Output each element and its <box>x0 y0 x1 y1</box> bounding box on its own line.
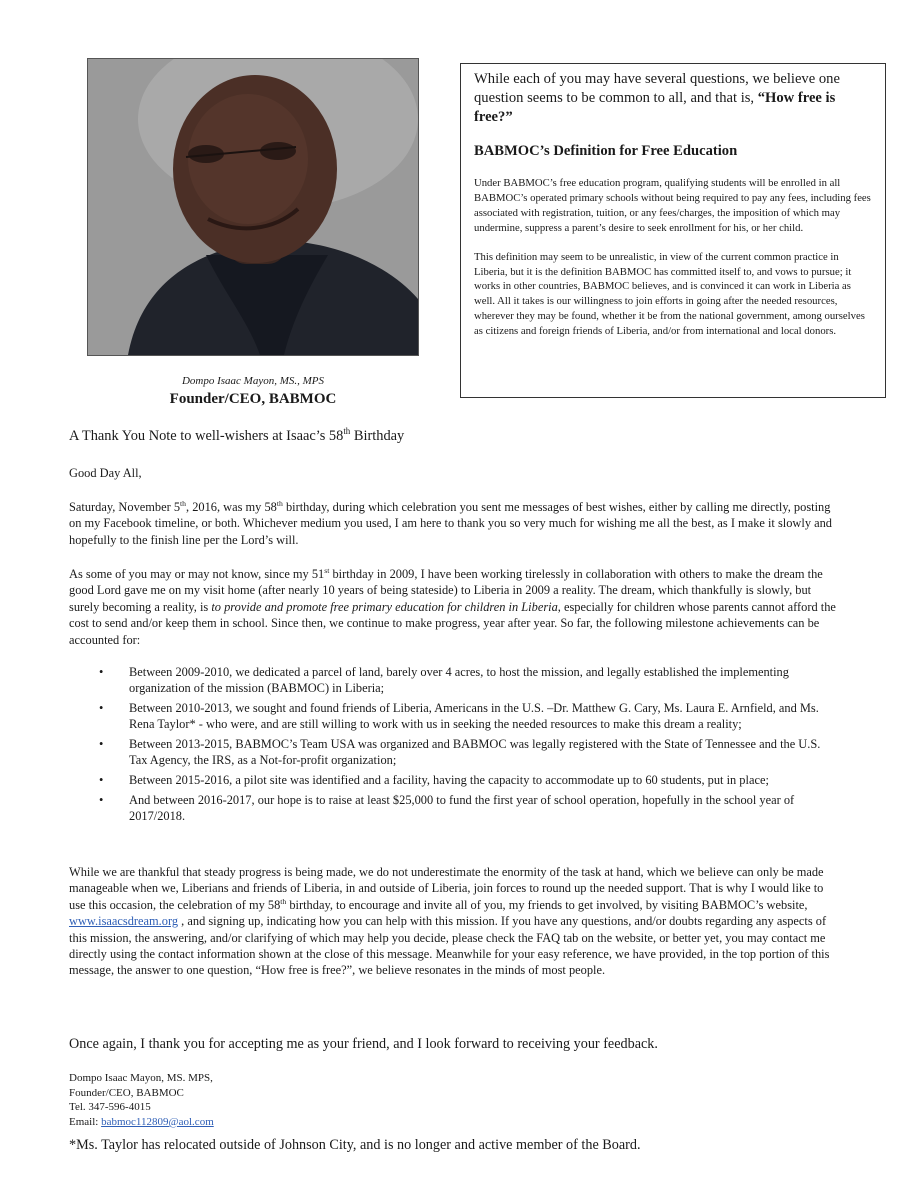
box-heading: BABMOC’s Definition for Free Education <box>474 143 738 159</box>
footnote: *Ms. Taylor has relocated outside of Johnson City, and is no longer and active member of the Board. <box>69 1137 641 1153</box>
signature-role: Founder/CEO, BABMOC <box>69 1086 184 1099</box>
closing: Once again, I thank you for accepting me as your friend, and I look forward to receiving your feedback. <box>69 1036 658 1052</box>
website-link[interactable]: www.isaacsdream.org <box>69 914 179 929</box>
portrait-illustration <box>88 59 418 355</box>
box-intro: While each of you may have several questions, we believe one question seems to be common to all, and that is, “How free is free?” <box>474 71 840 125</box>
paragraph-1: Saturday, November 5th, 2016, was my 58th birthday, during which celebration you sent me messages of best wishes, either by calling me directly, posting on my Facebook timeline, or both. Whichever medium you used, I am here to thank you so very much for wishing me all the best, as I make it slowly and hopefully to the finish line per the Lord’s will. <box>69 498 833 547</box>
paragraph-2: As some of you may or may not know, since my 51st birthday in 2009, I have been working tirelessly in collaboration with others to make the dream the good Lord gave me on my visit home (after nearly 10 years of being stateside) to Liberia in 2009 a reality. The dream, which thankfully is slowly, but surely becoming a reality, is to provide and promote free primary education for children in Liberia, especially for children whose parents cannot afford the cost to send and/or keep them in school. Since then, we continue to make progress, year after year. So far, the following milestone achievements can be accounted for: <box>69 565 836 647</box>
photo-caption-title: Founder/CEO, BABMOC <box>169 391 337 407</box>
email-link[interactable]: babmoc112809@aol.com <box>101 1115 214 1128</box>
list-item: • Between 2010-2013, we sought and found friends of Liberia, Americans in the U.S. –Dr. Matthew G. Cary, Ms. Laura E. Arnfield, and Ms. Rena Taylor* - who were, and are still willing to work with us in seeking the needed resources to make this dream a reality; <box>99 701 819 731</box>
photo-caption-name: Dompo Isaac Mayon, MS., MPS <box>181 375 325 387</box>
signature-block <box>69 1071 214 1129</box>
list-item: • Between 2013-2015, BABMOC’s Team USA was organized and BABMOC was legally registered with the State of Tennessee and the U.S. Tax Agency, the IRS, as a Not-for-profit organization; <box>99 737 821 767</box>
milestone-list <box>69 664 829 828</box>
signature-phone: Tel. 347-596-4015 <box>69 1101 151 1114</box>
box-question: “How free is free?” <box>474 90 836 125</box>
signature-name: Dompo Isaac Mayon, MS. MPS, <box>69 1072 213 1084</box>
box-paragraph-1: Under BABMOC’s free education program, qualifying students will be enrolled in all BABMOC’s operated primary schools without being required to pay any fees, including fees associated with registration, tuition, or any fees/charges, the imposition of which may undermine, suppress a parent’s desire to seek enrollment for his, or her child. <box>474 177 871 234</box>
mission-statement: to provide and promote free primary education for children in Liberia <box>211 599 558 614</box>
box-paragraph-2: This definition may seem to be unrealistic, in view of the current common practice in Liberia, but it is the definition BABMOC has committed itself to, and vows to pursue; it works in other countries, BABMOC believes, and is convinced it can work in Liberia as well. All it takes is our willingness to join efforts in going after the needed resources, wherever they may be found, whether it be from the national government, among ourselves as citizens and foreign friends of Liberia, and/or from international and local donors. <box>474 250 865 338</box>
greeting: Good Day All, <box>69 466 142 480</box>
list-item: • And between 2016-2017, our hope is to raise at least $25,000 to fund the first year of school operation, hopefully in the school year of 2017/2018. <box>99 793 795 823</box>
paragraph-3: While we are thankful that steady progress is being made, we do not underestimate the enormity of the task at hand, which we believe can only be made manageable when we, Liberians and friends of Liberia, in and outside of Liberia, join forces to round up the needed support. That is why I would like to use this occasion, the celebration of my 58th birthday, to encourage and invite all of you, my friends to get involved, by visiting BABMOC’s website, www.isaacsdream.org , and signing up, indicating how you can help with this mission. If you have any questions, and/or doubts regarding any aspects of this mission, the answering, and/or clarifying of which may help you decide, please check the FAQ tab on the website, or better yet, you may contact me directly using the contact information shown at the close of this message. Meanwhile for your easy reference, we have provided, in the top portion of this message, the answer to one question, “How free is free?”, we believe resonates in the minds of most people. <box>69 865 830 978</box>
signature-email-line: Email: babmoc112809@aol.com <box>69 1115 214 1128</box>
free-education-box <box>460 63 886 398</box>
letter-heading: A Thank You Note to well-wishers at Isaac’s 58th Birthday <box>69 426 405 444</box>
list-item: • Between 2015-2016, a pilot site was identified and a facility, having the capacity to accommodate up to 60 students, put in place; <box>99 773 769 787</box>
portrait-photo <box>87 58 419 356</box>
list-item: • Between 2009-2010, we dedicated a parcel of land, barely over 4 acres, to host the mission, and legally established the implementing organization of the mission (BABMOC) in Liberia; <box>99 665 789 695</box>
